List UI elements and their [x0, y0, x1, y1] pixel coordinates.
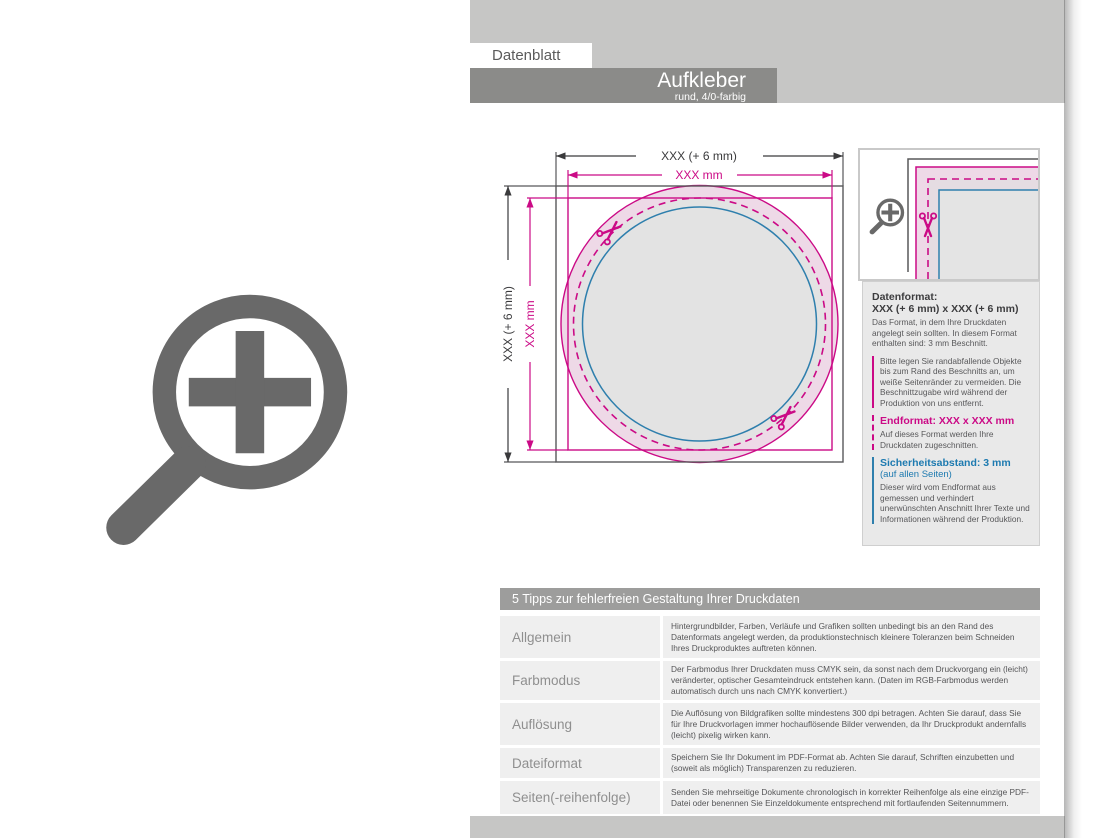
row-label: Dateiformat	[500, 748, 660, 778]
row-text-content: Der Farbmodus Ihrer Druckdaten muss CMYK sein, da sonst nach dem Druckvorgang ein (leicht) veränderter, optischer Gesamteindruck entstehen kann. (Daten im RGB-Farbmodus werden automatisch durch uns nach CMYK konvertiert.)	[671, 664, 1028, 696]
table-row	[500, 703, 1040, 745]
safety-margin-subtitle: (auf allen Seiten)	[880, 469, 952, 480]
datenformat-value: XXX (+ 6 mm) x XXX (+ 6 mm)	[872, 303, 1019, 315]
format-info-panel	[862, 281, 1040, 546]
row-text-content: Hintergrundbilder, Farben, Verläufe und Grafiken sollten unbedingt bis an den Rand des Datenformats angelegt werden, da produktionstechnisch kleinere Toleranzen beim Schneiden Ihres Druckproduktes auftreten können.	[671, 620, 1015, 653]
zoom-plus-watermark-icon	[95, 278, 360, 553]
row-text	[663, 781, 1040, 814]
row-text	[663, 616, 1040, 658]
row-label: Auflösung	[500, 703, 660, 745]
dim-label-outer-vertical: XXX (+ 6 mm)	[501, 286, 515, 362]
table-row	[500, 781, 1040, 814]
row-text-content: Senden Sie mehrseitige Dokumente chronologisch in korrekter Reihenfolge als eine einzige PDF-Datei oder benennen Sie Einzeldokumente entsprechend mit fortlaufenden Seitennummern.	[671, 786, 1029, 808]
row-label: Seiten(-reihenfolge)	[500, 781, 660, 814]
dim-label-inner-vertical: XXX mm	[523, 300, 537, 348]
row-label: Allgemein	[500, 616, 660, 658]
detail-safety-line	[939, 190, 1038, 279]
row-text-content: Speichern Sie Ihr Dokument im PDF-Format ab. Achten Sie darauf, Schriften einzubetten und (soweit als möglich) Transparenzen zu reduzieren.	[671, 752, 1015, 773]
row-text	[663, 661, 1040, 700]
row-text-content: Die Auflösung von Bildgrafiken sollte mindestens 300 dpi betragen. Achten Sie darauf, dass Sie für Ihre Druckvorlagen immer hochauflösende Bilder verwenden, da Ihr Druckprodukt andernfalls (leicht) pixelig wirken kann.	[671, 707, 1027, 740]
endformat-body: Auf dieses Format werden Ihre Druckdaten zugeschnitten.	[880, 429, 994, 450]
safety-circle	[583, 207, 817, 441]
row-text	[663, 748, 1040, 778]
table-row	[500, 616, 1040, 658]
dim-label-outer-horizontal: XXX (+ 6 mm)	[661, 149, 737, 163]
row-text	[663, 703, 1040, 745]
product-title-bar	[470, 68, 777, 103]
tips-table	[500, 588, 1040, 817]
table-row	[500, 748, 1040, 778]
endformat-block	[872, 415, 1031, 450]
corner-detail-box	[858, 148, 1040, 281]
page-title: Aufkleber	[657, 69, 746, 92]
zoom-plus-icon	[872, 200, 902, 232]
row-label: Farbmodus	[500, 661, 660, 700]
page-subtitle: rund, 4/0-farbig	[674, 91, 746, 103]
bleed-note-block	[872, 356, 1031, 409]
bleed-note-text: Bitte legen Sie randabfallende Objekte bis zum Rand des Beschnitts an, um weiße Seitenränder zu vermeiden. Die Beschnittzugabe wird während der Produktion von uns entfernt.	[880, 355, 1022, 408]
datenformat-title: Datenformat:	[872, 291, 938, 303]
sheet-right-shadow	[1064, 0, 1082, 838]
endformat-title: Endformat: XXX x XXX mm	[880, 415, 1015, 427]
safety-margin-body: Dieser wird vom Endformat aus gemessen und verhindert unerwünschten Anschnitt Ihrer Texte und Informationen während der Produktion.	[880, 482, 1030, 524]
dim-label-inner-horizontal: XXX mm	[675, 168, 723, 182]
tips-table-header: 5 Tipps zur fehlerfreien Gestaltung Ihrer Druckdaten	[500, 588, 1040, 610]
safety-margin-title: Sicherheitsabstand: 3 mm	[880, 457, 1011, 469]
safety-margin-block	[872, 457, 1031, 524]
datenformat-block	[872, 291, 1031, 349]
table-row	[500, 661, 1040, 700]
datenblatt-tab: Datenblatt	[470, 43, 592, 68]
bottom-gray-band	[470, 816, 1065, 838]
sticker-format-diagram	[490, 140, 860, 485]
datenformat-body: Das Format, in dem Ihre Druckdaten angelegt sein sollten. In diesem Format enthalten sind: 3 mm Beschnitt.	[872, 317, 1017, 348]
